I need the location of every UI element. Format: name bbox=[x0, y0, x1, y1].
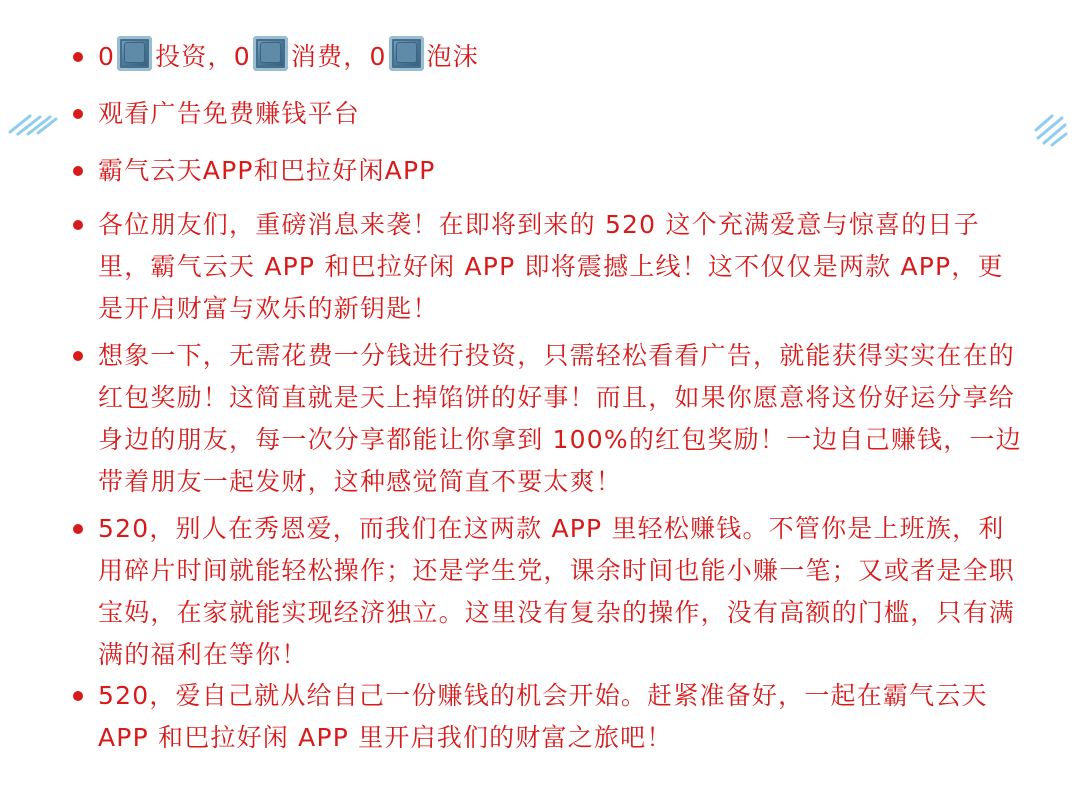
bullet-dot bbox=[73, 351, 83, 361]
list-item-text: 520，别人在秀恩爱，而我们在这两款 APP 里轻松赚钱。不管你是上班族，利用碎片时间就能轻松操作；还是学生党，课余时间也能小赚一笔；又或者是全职宝妈，在家就能实现经济独立。这里没有复杂的操作，没有高额的门槛，只有满满的福利在等你！ bbox=[98, 514, 1016, 669]
list-item-text: 各位朋友们，重磅消息来袭！在即将到来的 520 这个充满爱意与惊喜的日子里，霸气云天 APP 和巴拉好闲 APP 即将震撼上线！这不仅仅是两款 APP，更是开启财富与欢乐的新钥匙！ bbox=[98, 210, 1004, 323]
list-item-text: 观看广告免费赚钱平台 bbox=[98, 99, 361, 128]
heading-bullet bbox=[98, 36, 1028, 78]
list-item bbox=[98, 508, 1028, 676]
bullet-dot bbox=[73, 109, 83, 119]
heading-num-1: 0 bbox=[98, 42, 116, 71]
list-item bbox=[98, 675, 1028, 759]
blue-square-icon bbox=[253, 36, 288, 71]
heading-num-3: 0 bbox=[369, 42, 387, 71]
heading-num-2: 0 bbox=[233, 42, 251, 71]
bullet-dot bbox=[73, 166, 83, 176]
list-item-text: 想象一下，无需花费一分钱进行投资，只需轻松看看广告，就能获得实实在在的红包奖励！这简直就是天上掉馅饼的好事！而且，如果你愿意将这份好运分享给身边的朋友，每一次分享都能让你拿到 100%的红包奖励！一边自己赚钱，一边带着朋友一起发财，这种感觉简直不要太爽！ bbox=[98, 341, 1022, 496]
bullet-dot bbox=[73, 524, 83, 534]
list-item-text: 520，爱自己就从给自己一份赚钱的机会开始。赶紧准备好，一起在霸气云天 APP 和巴拉好闲 APP 里开启我们的财富之旅吧！ bbox=[98, 681, 988, 752]
list-item bbox=[98, 150, 1028, 192]
blue-square-icon bbox=[117, 36, 152, 71]
list-item bbox=[98, 335, 1028, 503]
heading-text-2: 消费， bbox=[290, 42, 370, 71]
bullet-dot bbox=[73, 52, 83, 62]
blue-square-icon bbox=[389, 36, 424, 71]
bullet-dot bbox=[73, 220, 83, 230]
list-item-text: 霸气云天APP和巴拉好闲APP bbox=[98, 156, 436, 185]
heading-text-3: 泡沫 bbox=[426, 42, 479, 71]
right-stripes-decoration bbox=[1032, 112, 1068, 148]
bullet-dot bbox=[73, 691, 83, 701]
list-item bbox=[98, 204, 1028, 330]
list-item bbox=[98, 93, 1028, 135]
left-stripes-decoration bbox=[8, 108, 58, 136]
heading-text-1: 投资， bbox=[155, 42, 234, 71]
